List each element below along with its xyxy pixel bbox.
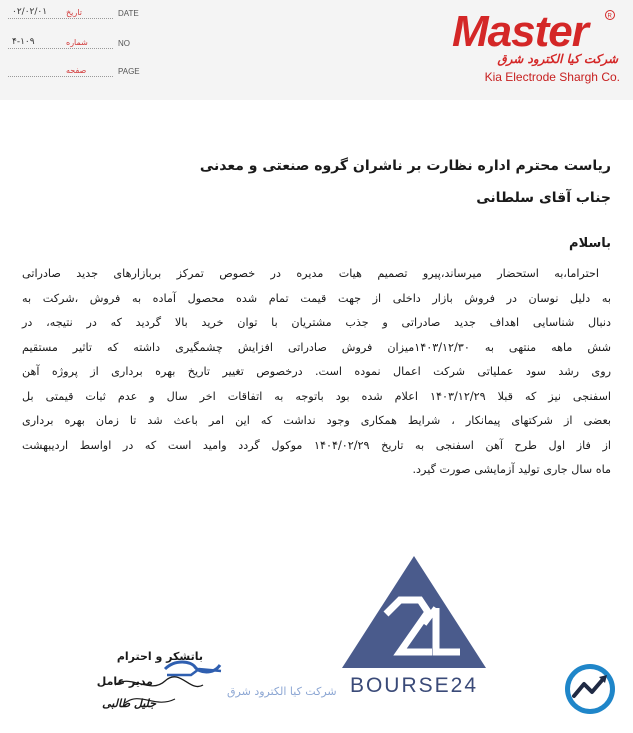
recipient-person: جناب آقای سلطانی	[476, 190, 611, 206]
svg-text:Master: Master	[452, 7, 588, 56]
body-line: بعضی از شرکتهای پیمانکار ، شرایط همکاری وجود نداشت که این امر باعث شد تا زمان بهره برداری	[22, 414, 611, 427]
greeting: باسلام	[569, 236, 611, 251]
date-label: DATE	[118, 9, 139, 18]
body-line: اسفنجی نیز که قبلا ۱۴۰۳/۱۲/۲۹ اعلام شده بود باتوجه به اتفاقات اخر سال و عدم ثبات قیمتی بل	[22, 389, 611, 403]
body-line: دنبال شناسایی اهداف جدید صادراتی و جذب مشتریان با توان خرید بالا گردید که در نتیجه، در	[22, 316, 611, 329]
date-value: ۰۲/۰۲/۰۱	[12, 7, 48, 17]
letterhead	[0, 0, 633, 100]
number-field	[6, 36, 141, 52]
body-line: شش ماهه منتهی به ۱۴۰۳/۱۲/۳۰میزان فروش صادراتی افزایش چشمگیری داشته که تاثیر مستقیم	[22, 340, 612, 354]
company-name-fa: شرکت کیا الکترود شرق	[497, 52, 618, 66]
recipient-office: ریاست محترم اداره نظارت بر ناشران گروه صنعتی و معدنی	[199, 158, 611, 174]
signer-name: جلیل طالبی	[102, 697, 156, 710]
bourse24-logo-icon	[340, 552, 488, 670]
letter-body	[22, 262, 611, 483]
body-line: ماه سال جاری تولید آزمایشی صورت گیرد.	[412, 463, 611, 476]
date-label-fa: تاریخ	[66, 8, 82, 17]
svg-text:R: R	[607, 13, 612, 20]
date-field	[6, 6, 141, 22]
chart-badge-icon	[563, 662, 617, 716]
body-line: به دلیل نوسان در فروش بازار داخلی از جهت قیمت تمام شده محصول آماده به فروش ،شرکت به	[22, 291, 611, 305]
page-label-fa: صفحه	[66, 66, 87, 75]
bourse24-wordmark: BOURSE24	[349, 674, 479, 697]
master-logo	[448, 6, 618, 54]
body-line: روی رشد سود عملیاتی شرکت اعمال نموده است. درخصوص تغییر تاریخ بهره برداری از پروژه آهن	[22, 365, 611, 378]
number-label: NO	[118, 39, 130, 48]
body-line: از فاز اول طرح آهن اسفنجی به تاریخ ۱۴۰۴/۰۲/۲۹ موکول گردد وامید است که در اواسط اردیبهشت	[22, 438, 611, 452]
body-line: احتراما،به استحضار میرساند،پیرو تصمیم هیات مدیره در خصوص تمرکز بربازارهای جدید صادراتی	[22, 267, 599, 280]
closing-line: باتشکر و احترام	[116, 650, 203, 663]
number-value: ۴-۱۰۹	[12, 37, 35, 47]
signer-title: مدیر عامل	[96, 675, 153, 688]
page-label: PAGE	[118, 67, 140, 76]
company-name-en: Kia Electrode Shargh Co.	[484, 70, 620, 84]
page-field	[6, 64, 141, 80]
svg-text:شرکت کیا الکترود شرق: شرکت کیا الکترود شرق	[227, 685, 337, 698]
number-label-fa: شماره	[66, 38, 88, 47]
